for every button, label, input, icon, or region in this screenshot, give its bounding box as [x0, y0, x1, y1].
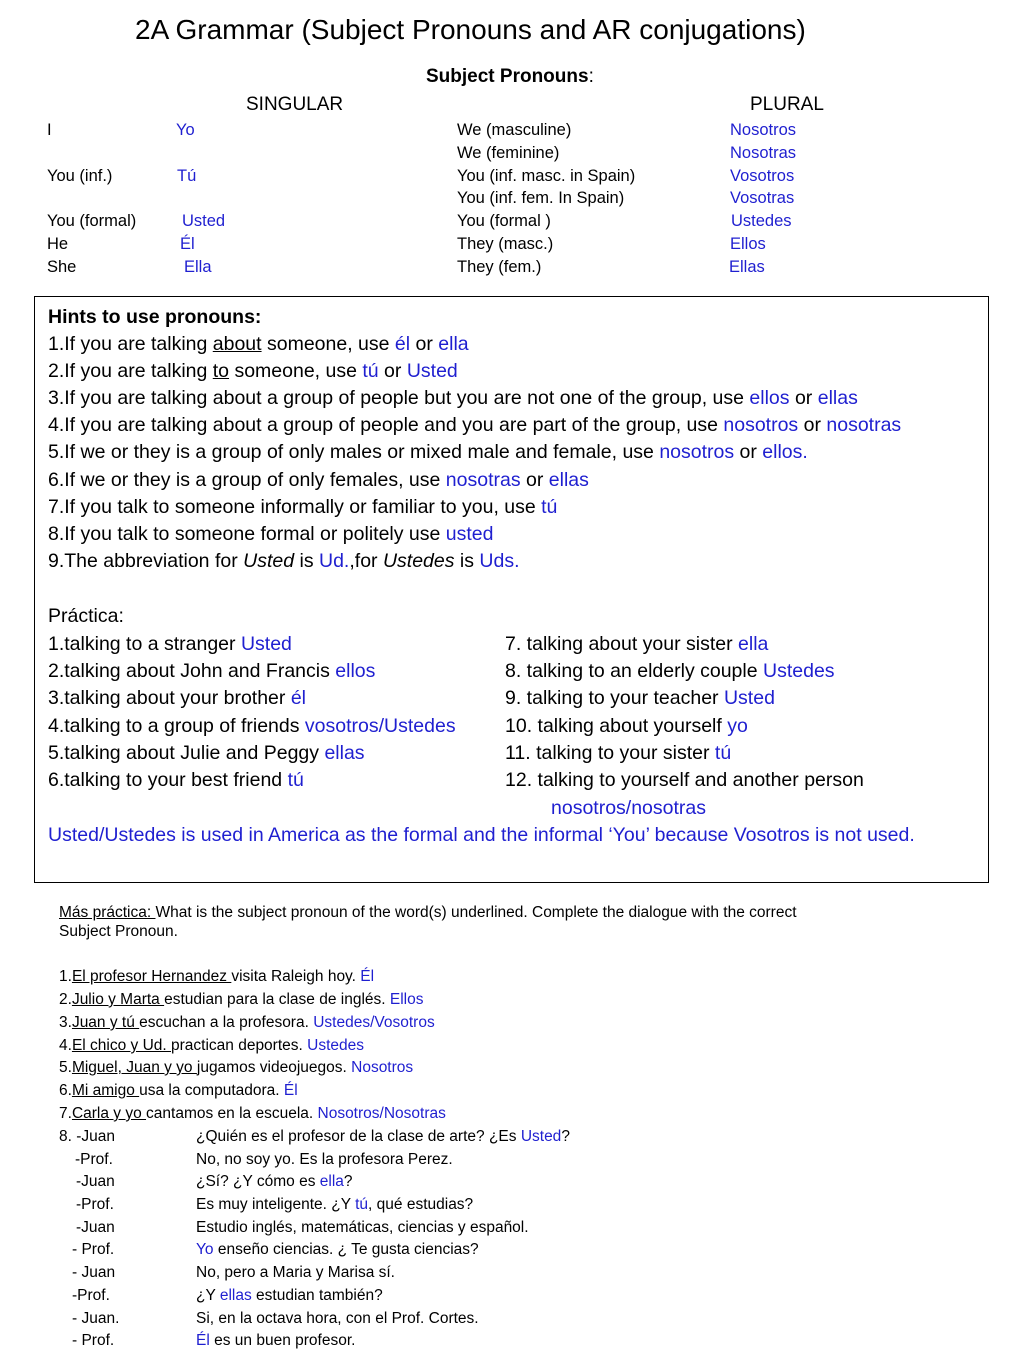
- practice-item: [505, 685, 775, 711]
- plural-spanish: Nosotras: [730, 144, 797, 162]
- plural-spanish: Ustedes: [731, 212, 792, 230]
- practice-question: 5.talking about Julie and Peggy: [48, 742, 325, 764]
- item-rest: estudian para la clase de inglés.: [164, 991, 390, 1008]
- item-number: 7.: [59, 1105, 72, 1122]
- item-answer: Nosotros/Nosotras: [317, 1105, 446, 1122]
- hint-line: [48, 439, 808, 465]
- hint-italic: Usted: [243, 550, 295, 572]
- plural-english: You (inf. fem. In Spain): [457, 189, 625, 207]
- hint-underlined: to: [212, 360, 230, 382]
- practice-answer: ellos: [335, 660, 376, 682]
- practice-item: [48, 685, 306, 711]
- dialogue-speaker: -Juan: [76, 1173, 115, 1190]
- hint-text: 7.If you talk to someone informally or familiar to you, use: [48, 496, 542, 518]
- dialogue-line: [196, 1309, 479, 1329]
- hint-text: someone, use: [261, 333, 395, 355]
- dialogue-line: [196, 1331, 355, 1351]
- dialogue-pronoun: Usted: [520, 1128, 562, 1145]
- hint-text: 4.If you are talking about a group of people and you are part of the group, use: [48, 414, 724, 436]
- item-rest: jugamos videojuegos.: [196, 1059, 352, 1076]
- hint-pronoun: nosotras: [445, 469, 521, 491]
- singular-spanish: Ella: [184, 258, 212, 276]
- singular-english: She: [47, 258, 77, 276]
- plural-english: They (fem.): [457, 258, 542, 276]
- practica-heading: Práctica:: [48, 605, 124, 627]
- dialogue-text: Si, en la octava hora, con el Prof. Cortes.: [196, 1310, 479, 1327]
- hint-underlined: about: [212, 333, 262, 355]
- practice-item: [48, 767, 304, 793]
- dialogue-text: No, no soy yo. Es la profesora Perez.: [196, 1151, 453, 1168]
- practice-answer: ella: [738, 633, 769, 655]
- hint-pronoun: tú: [541, 496, 558, 518]
- subject-pronouns-heading-colon: :: [588, 66, 594, 87]
- singular-english: He: [47, 235, 69, 253]
- hint-line: [48, 412, 901, 438]
- practice-answer: él: [290, 687, 307, 709]
- practice-item: [48, 713, 456, 739]
- item-answer: Ellos: [389, 991, 424, 1008]
- practice-question: 12. talking to yourself and another person: [505, 769, 864, 791]
- hint-text: 6.If we or they is a group of only females, use: [48, 469, 446, 491]
- item-rest: cantamos en la escuela.: [146, 1105, 318, 1122]
- item-subject: Julio y Marta: [71, 991, 165, 1008]
- hint-pronoun: Uds.: [479, 550, 520, 572]
- dialogue-speaker: -Juan: [76, 1219, 115, 1236]
- dialogue-text: ?: [343, 1173, 353, 1190]
- practice-answer: vosotros/Ustedes: [304, 715, 456, 737]
- hint-line: [48, 494, 557, 520]
- singular-spanish: Tú: [177, 167, 197, 185]
- dialogue-text: enseño ciencias. ¿ Te gusta ciencias?: [213, 1241, 479, 1258]
- hint-pronoun: nosotras: [826, 414, 902, 436]
- hint-text: or: [789, 387, 818, 409]
- dialogue-speaker: - Prof.: [72, 1332, 115, 1349]
- plural-spanish: Vosotros: [730, 167, 795, 185]
- practice-item: [505, 767, 864, 793]
- hint-pronoun: Usted: [406, 360, 458, 382]
- hint-pronoun: tú: [362, 360, 379, 382]
- dialogue-text: Es muy inteligente. ¿Y: [196, 1196, 356, 1213]
- dialogue-pronoun: ella: [319, 1173, 344, 1190]
- hints-heading: Hints to use pronouns:: [48, 306, 262, 328]
- practice-answer: tú: [714, 742, 732, 764]
- practice-question: 11. talking to your sister: [505, 742, 715, 764]
- exercise-item: [59, 1058, 413, 1078]
- plural-english: You (inf. masc. in Spain): [457, 167, 636, 185]
- exercise-item: [59, 1036, 364, 1056]
- hint-text: 1.If you are talking: [48, 333, 213, 355]
- singular-english: You (formal): [47, 212, 137, 230]
- hint-pronoun: nosotros: [659, 441, 735, 463]
- practice-answer: tú: [287, 769, 304, 791]
- plural-english: We (feminine): [457, 144, 560, 162]
- hint-line: [48, 521, 493, 547]
- hint-text: ,for: [349, 550, 383, 572]
- hint-pronoun: nosotros: [723, 414, 799, 436]
- hint-text: 8.If you talk to someone formal or politely use: [48, 523, 446, 545]
- dialogue-text: ¿Y: [196, 1287, 220, 1304]
- dialogue-line: [196, 1195, 473, 1215]
- hint-text: 5.If we or they is a group of only males or mixed male and female, use: [48, 441, 660, 463]
- practice-question: 3.talking about your brother: [48, 687, 291, 709]
- practice-answer: Usted: [723, 687, 775, 709]
- dialogue-speaker: - Prof.: [72, 1241, 115, 1258]
- mas-practica-label: Más práctica:: [59, 904, 156, 921]
- hint-text: is: [454, 550, 480, 572]
- practice-item: [505, 740, 731, 766]
- hint-text: or: [798, 414, 827, 436]
- item-rest: visita Raleigh hoy.: [231, 968, 361, 985]
- hint-pronoun: ella: [438, 333, 469, 355]
- singular-english: You (inf.): [47, 167, 113, 185]
- practice-answer-12: nosotros/nosotras: [551, 797, 707, 819]
- usage-note: Usted/Ustedes is used in America as the formal and the informal ‘You’ because Vosotros is not used.: [48, 824, 915, 846]
- practice-answer: Usted: [240, 633, 292, 655]
- hint-pronoun: ellos: [749, 387, 790, 409]
- practice-item: [48, 658, 375, 684]
- dialogue-line: [196, 1240, 479, 1260]
- hint-pronoun: usted: [445, 523, 494, 545]
- hint-line: [48, 385, 858, 411]
- hint-pronoun: ellas: [817, 387, 858, 409]
- subject-pronouns-heading-text: Subject Pronouns: [426, 66, 589, 87]
- hint-text: is: [294, 550, 319, 572]
- dialogue-pronoun: Él: [196, 1332, 210, 1349]
- mas-practica-instruction: [59, 903, 797, 923]
- plural-header: PLURAL: [750, 94, 824, 115]
- subject-pronouns-heading: [426, 66, 594, 88]
- practice-question: 9. talking to your teacher: [505, 687, 724, 709]
- hint-pronoun: Ud.: [319, 550, 350, 572]
- singular-spanish: Usted: [182, 212, 226, 230]
- dialogue-line: [196, 1286, 383, 1306]
- exercise-item: [59, 1081, 298, 1101]
- item-answer: Él: [283, 1082, 298, 1099]
- item-rest: escuchan a la profesora.: [139, 1014, 314, 1031]
- practice-answer: yo: [727, 715, 748, 737]
- plural-english: They (masc.): [457, 235, 554, 253]
- hint-line: [48, 548, 520, 574]
- singular-spanish: Él: [180, 235, 195, 253]
- singular-spanish: Yo: [176, 121, 195, 139]
- exercise-item: [59, 990, 423, 1010]
- dialogue-text: , qué estudias?: [368, 1196, 474, 1213]
- practice-answer: ellas: [324, 742, 365, 764]
- dialogue-line: [196, 1172, 353, 1192]
- hint-text: 9.The abbreviation for: [48, 550, 244, 572]
- hint-text: or: [734, 441, 763, 463]
- singular-header: SINGULAR: [246, 94, 344, 115]
- hint-pronoun: ellos.: [762, 441, 808, 463]
- plural-spanish: Ellas: [729, 258, 765, 276]
- hint-pronoun: ellas: [548, 469, 589, 491]
- dialogue-text: Estudio inglés, matemáticas, ciencias y español.: [196, 1219, 529, 1236]
- practice-question: 7. talking about your sister: [505, 633, 739, 655]
- dialogue-line: [196, 1263, 395, 1283]
- dialogue-text: No, pero a Maria y Marisa sí.: [196, 1264, 395, 1281]
- dialogue-speaker: -Prof.: [75, 1151, 113, 1168]
- plural-spanish: Ellos: [730, 235, 766, 253]
- practice-question: 1.talking to a stranger: [48, 633, 241, 655]
- singular-english: I: [47, 121, 52, 139]
- item-number: 5.: [59, 1059, 72, 1076]
- practice-item: [48, 740, 365, 766]
- item-rest: practican deportes.: [171, 1037, 308, 1054]
- dialogue-text: ?: [561, 1128, 570, 1145]
- hint-line: [48, 331, 469, 357]
- hint-pronoun: él: [394, 333, 411, 355]
- item-subject: Miguel, Juan y yo: [71, 1059, 197, 1076]
- item-subject: El chico y Ud.: [71, 1037, 171, 1054]
- plural-spanish: Vosotras: [730, 189, 795, 207]
- dialogue-text: ¿Quién es el profesor de la clase de arte? ¿Es: [196, 1128, 521, 1145]
- plural-spanish: Nosotros: [730, 121, 797, 139]
- plural-english: You (formal ): [457, 212, 551, 230]
- exercise-item: [59, 1013, 435, 1033]
- hint-text: 3.If you are talking about a group of people but you are not one of the group, use: [48, 387, 750, 409]
- item-answer: Él: [360, 968, 375, 985]
- exercise-item: [59, 1104, 446, 1124]
- mas-practica-instruction-2: Subject Pronoun.: [59, 923, 178, 940]
- item-subject: El profesor Hernandez: [71, 968, 232, 985]
- item-subject: Carla y yo: [71, 1105, 147, 1122]
- dialogue-text: estudian también?: [251, 1287, 383, 1304]
- dialogue-pronoun: Yo: [196, 1241, 214, 1258]
- dialogue-text: ¿Sí? ¿Y cómo es: [196, 1173, 320, 1190]
- practice-item: [505, 631, 768, 657]
- practice-item: [505, 658, 835, 684]
- dialogue-text: es un buen profesor.: [209, 1332, 356, 1349]
- practice-item: [505, 713, 748, 739]
- dialogue-speaker: - Juan.: [72, 1310, 120, 1327]
- dialogue-speaker: -Prof.: [72, 1287, 110, 1304]
- dialogue-line: [196, 1150, 453, 1170]
- practice-question: 10. talking about yourself: [505, 715, 728, 737]
- exercise-item: [59, 967, 374, 987]
- hint-line: [48, 358, 458, 384]
- item-answer: Ustedes/Vosotros: [313, 1014, 435, 1031]
- dialogue-speaker: -Prof.: [76, 1196, 114, 1213]
- item-answer: Ustedes: [307, 1037, 365, 1054]
- plural-english: We (masculine): [457, 121, 572, 139]
- item-rest: usa la computadora.: [139, 1082, 284, 1099]
- practice-question: 8. talking to an elderly couple: [505, 660, 763, 682]
- practice-question: 6.talking to your best friend: [48, 769, 288, 791]
- practice-question: 4.talking to a group of friends: [48, 715, 305, 737]
- hint-line: [48, 467, 589, 493]
- hint-text: someone, use: [229, 360, 363, 382]
- dialogue-number: 8. -Juan: [59, 1128, 116, 1145]
- hint-text: 2.If you are talking: [48, 360, 213, 382]
- item-subject: Juan y tú: [71, 1014, 140, 1031]
- practice-item: [48, 631, 292, 657]
- item-answer: Nosotros: [351, 1059, 414, 1076]
- practice-answer: Ustedes: [763, 660, 835, 682]
- page-title: 2A Grammar (Subject Pronouns and AR conjugations): [135, 14, 806, 45]
- dialogue-pronoun: ellas: [219, 1287, 252, 1304]
- item-number: 4.: [59, 1037, 72, 1054]
- practice-question: 2.talking about John and Francis: [48, 660, 336, 682]
- item-subject: Mi amigo: [71, 1082, 140, 1099]
- instruction-text: What is the subject pronoun of the word(s) underlined. Complete the dialogue with the correct: [155, 904, 797, 921]
- item-number: 3.: [59, 1014, 72, 1031]
- hint-text: or: [410, 333, 439, 355]
- hint-text: or: [378, 360, 407, 382]
- item-number: 1.: [59, 968, 72, 985]
- dialogue-speaker: - Juan: [72, 1264, 116, 1281]
- dialogue-line: [196, 1127, 570, 1147]
- hint-text: or: [520, 469, 549, 491]
- item-number: 2.: [59, 991, 72, 1008]
- hint-italic: Ustedes: [382, 550, 455, 572]
- dialogue-pronoun: tú: [355, 1196, 369, 1213]
- dialogue-line: [196, 1218, 529, 1238]
- item-number: 6.: [59, 1082, 72, 1099]
